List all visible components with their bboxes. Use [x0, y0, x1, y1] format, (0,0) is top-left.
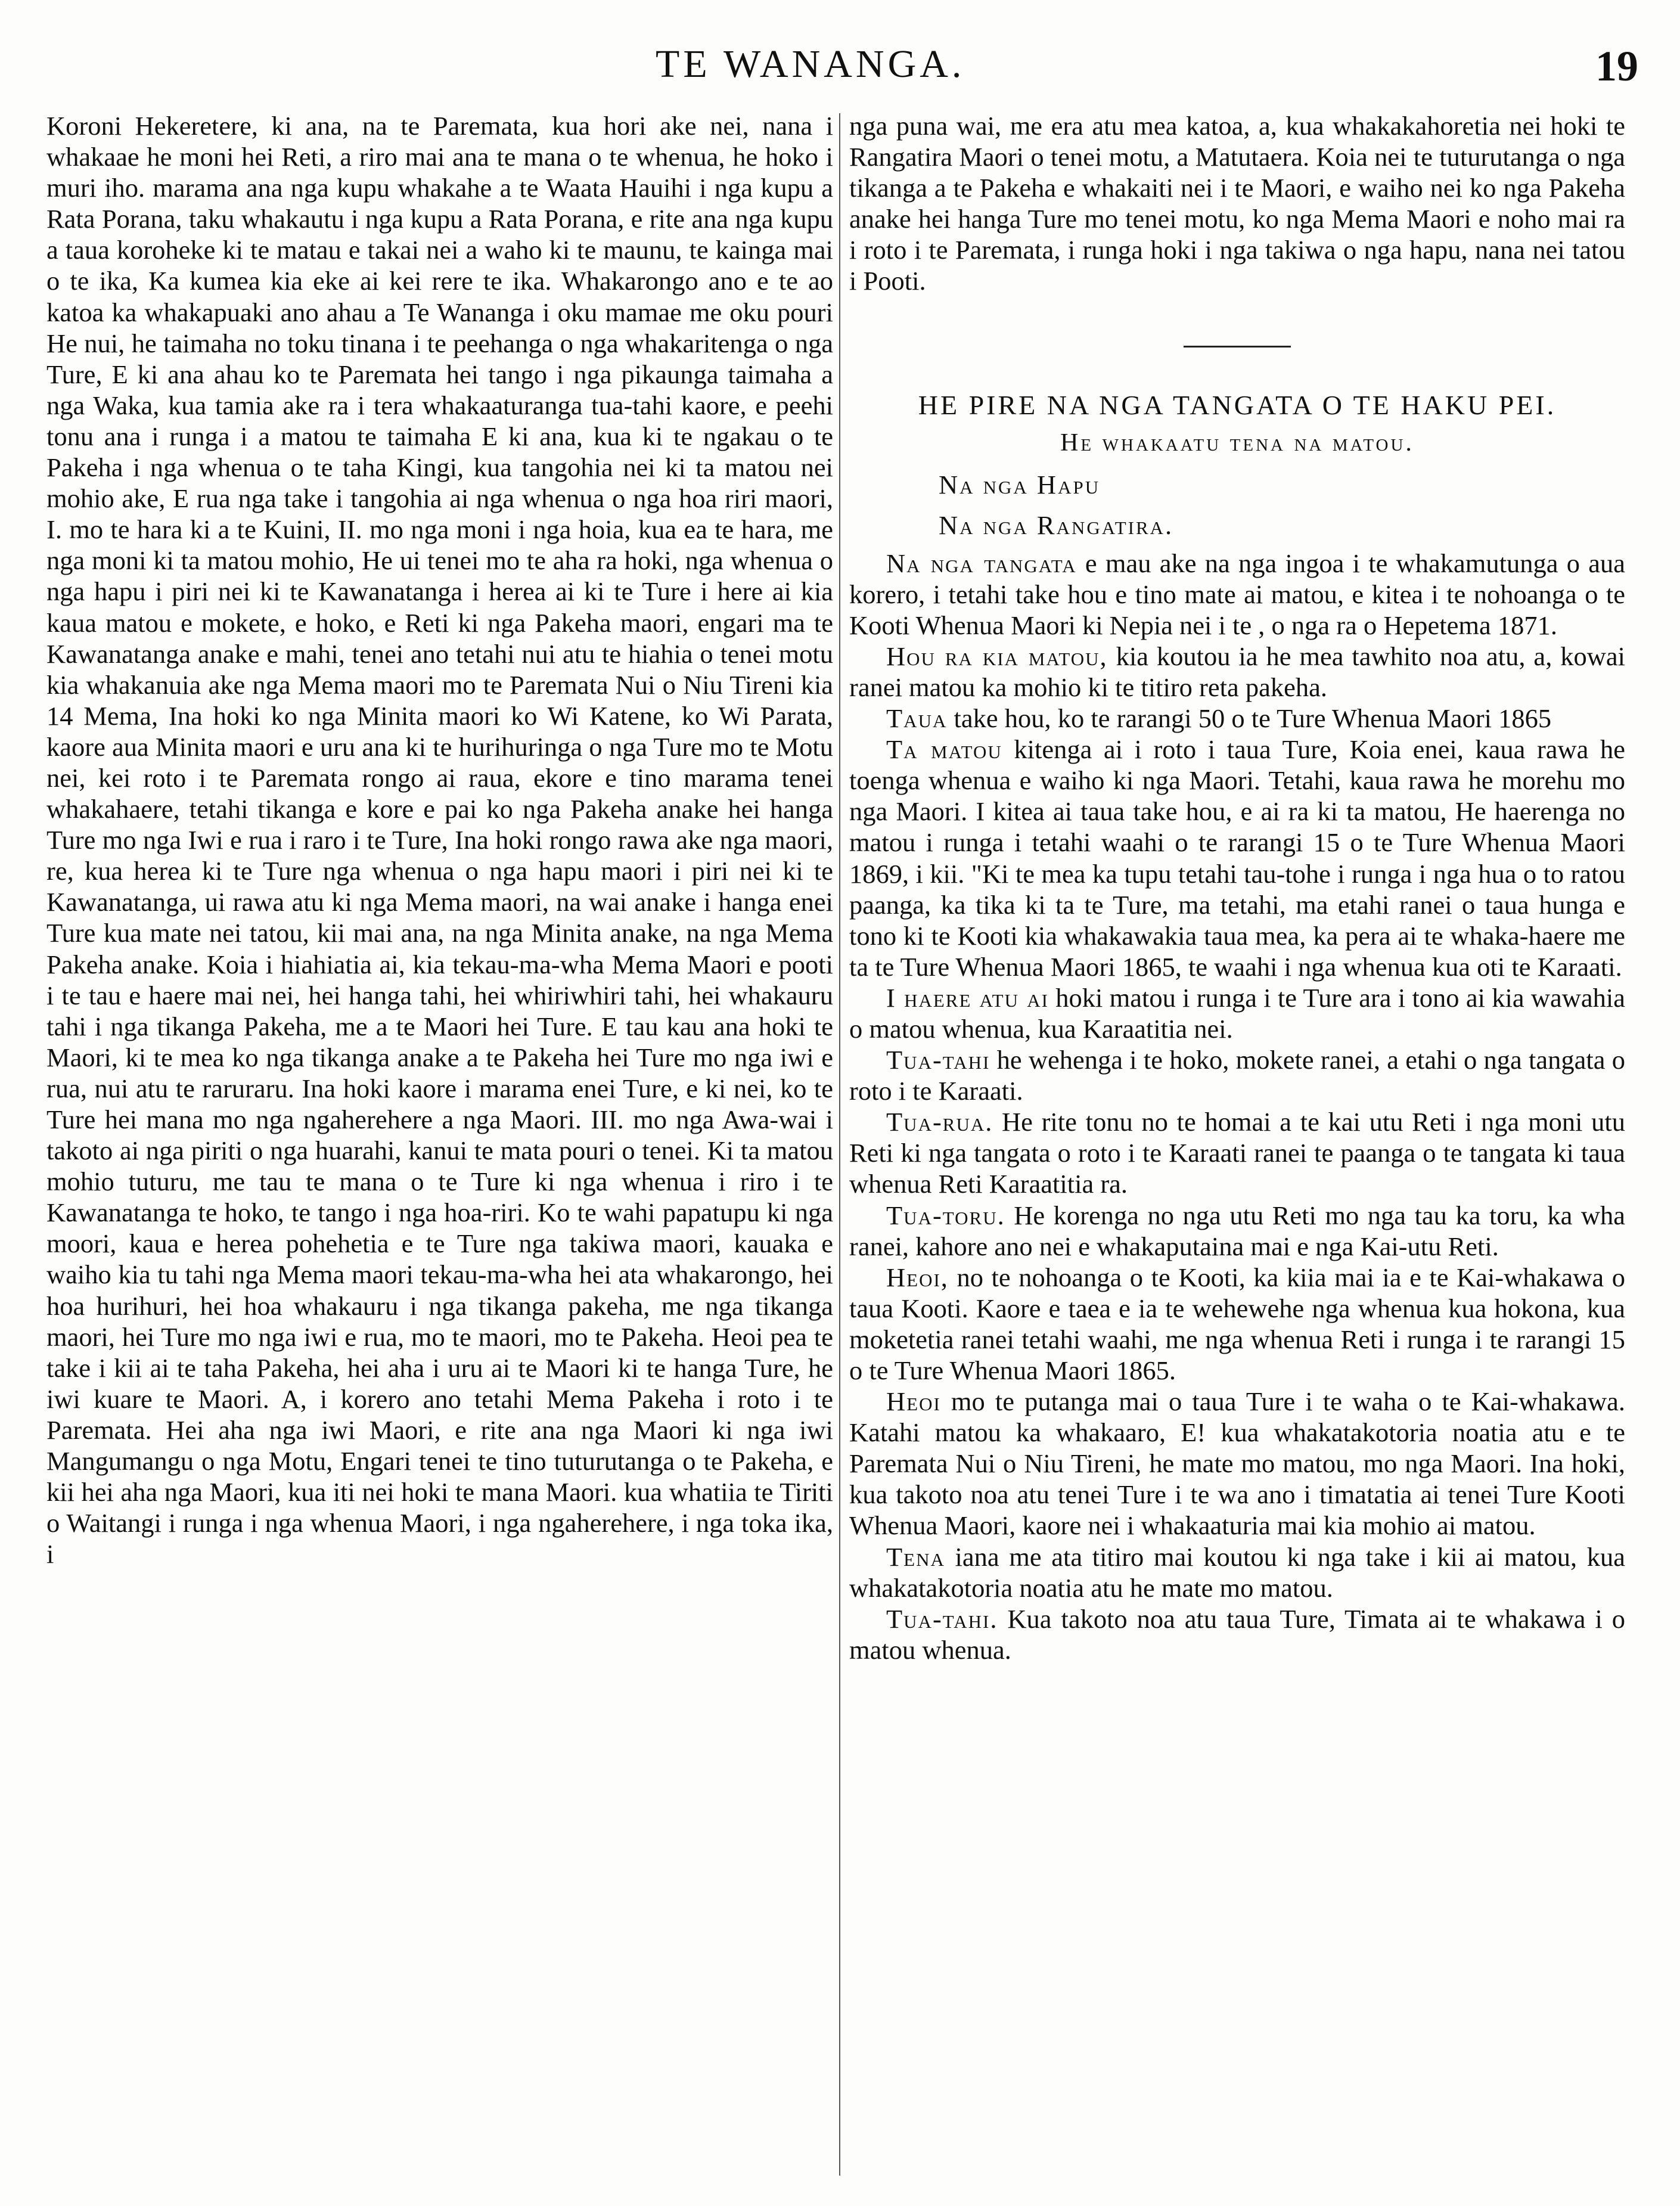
paragraph-body: Kua takoto noa atu taua Ture, Timata ai te whakawa i o matou whenua. [849, 1603, 1625, 1665]
paragraph-lead: Na nga tangata [886, 548, 1077, 578]
left-column-text: Koroni Hekeretere, ki ana, na te Paremata, kua hori ake nei, nana i whakaae he moni hei Reti, a riro mai ana te mana o te whenua, he hoko i muri iho. marama ana nga kupu whakahe a te Waata Hauihi i nga kupu a Rata Porana, taku whakautu i nga kupu a Rata Porana, e rite ana nga kupu a taua koroheke ki te matau e takai nei a waho ki te maunu, te kainga mai o te ika, Ka kumea kia eke ai kei rere te ika. Whakarongo ano e te ao katoa ka whakapuaki ano ahau a Te Wananga i oku mamae me oku pouri He nui, he taimaha no toku tinana i te peehanga o nga whakaritenga o nga Ture, E ki ana ahau ko te Paremata hei tango i nga pikaunga taimaha a nga Waka, kua tamia ake ra i tera whakaaturanga tua-tahi kaore, e peehi tonu ana i runga i a matou te taimaha E ki ana, kua ki te ngakau o te Pakeha i nga whenua o te taha Kingi, kua tangohia nei ki ta matou nei mohio ake, E rua nga take i tangohia ai nga whenua o nga hoa riri maori, I. mo te hara ki a te Kuini, II. mo nga moni i nga hoia, kua ea te hara, me nga moni ki ta matou mohio, He ui tenei mo te aha ra hoki, nga whenua o nga hapu i piri nei ki te Kawanatanga i herea ai ki te Ture i here ai kia kaua matou e mokete, e hoko, e Reti ki nga Pakeha maori, engari ma te Kawanatanga anake e mahi, tenei ano tetahi nui atu te hiahia o tenei motu kia whakanuia ake nga Mema maori mo te Paremata Nui o Niu Tireni kia 14 Mema, Ina hoki ko nga Minita maori ko Wi Katene, ko Wi Parata, kaore aua Minita maori e uru ana ki te hurihuringa o nga Ture mo te Motu nei, kei roto i te Paremata rongo ai raua, ekore e tino marama tenei whakahaere, tetahi tikanga e kore e pai ko nga Pakeha anake hei hanga Ture mo nga Iwi e rua i raro i te Ture, Ina hoki rongo rawa ake nga maori, re, kua herea ki te Ture nga whenua o nga hapu maori i piri nei ki te Kawanatanga, ui rawa atu ki nga Mema maori, na wai anake i hanga enei Ture kua mate nei tatou, kii mai ana, na nga Minita anake, na nga Mema Pakeha anake. Koia i hiahiatia ai, kia tekau-ma-wha Mema Maori e pooti i te tau e haere mai nei, hei hanga tahi, hei whiriwhiri tahi, hei whakauru tahi i nga tikanga Pakeha, me a te Maori hei Ture. E tau kau ana hoki te Maori, ki te mea ko nga tikanga anake a te Pakeha hei Ture mo nga iwi e rua, nui atu te raruraru. Ina hoki kaore i marama enei Ture, e ki nei, ko te Ture hei mana mo nga ngaherehere a nga Maori. III. mo nga Awa-wai i takoto ai nga piriti o nga huarahi, kanui te mata pouri o tenei. Ki ta matou mohio tuturu, me tau te mana o te Ture ki nga whenua i riro i te Kawanatanga te hoko, te tango i nga hoa-riri. Ko te wahi papatupu ki nga moori, kaua e herea pohehetia e te Ture nga takiwa maori, kauaka e waiho kia tu tahi nga Mema maori tekau-ma-wha hei ata whakarongo, hei hoa hurihuri, hei hoa whakauru i nga tikanga pakeha, me nga tikanga maori, hei Ture mo nga iwi e rua, mo te maori, mo te Pakeha. Heoi pea te take i kii ai te taha Pakeha, hei aha i uru ai te Maori ki te hanga Ture, he iwi kuare te Maori. A, i korero ano tetahi Mema Pakeha i roto i te Paremata. Hei aha nga iwi Maori, e rite ana nga Maori ki nga iwi Mangumangu o nga Motu, Engari tenei te tino tuturutanga o te Pakeha, e kii hei aha nga Maori, kua iti nei hoki te mana Maori. kua whatiia te Tiriti o Waitangi i runga i nga whenua Maori, i nga ngaherehere, i nga toka ika, i [46, 111, 833, 1569]
article-paragraph [849, 641, 1625, 703]
paragraph-lead: Heoi [886, 1386, 941, 1417]
article-heading: HE PIRE NA NGA TANGATA O TE HAKU PEI. [918, 389, 1557, 420]
paragraph-lead: Tua-tahi [886, 1045, 990, 1075]
salutation-rangatira: Na nga Rangatira. [939, 510, 1174, 540]
page-number: 19 [1595, 42, 1638, 90]
paragraph-lead: Tua-rua. [886, 1107, 993, 1137]
right-column [849, 110, 1625, 2179]
newspaper-title: TE WANANGA. [656, 42, 965, 86]
paragraph-body: He korenga no nga utu Reti mo nga tau ka toru, ka wha ranei, kahore ano nei e whakaputaina mai e nga Kai-utu Reti. [849, 1200, 1625, 1261]
paragraph-body: kitenga ai i roto i taua Ture, Koia enei, kaua rawa he toenga whenua e waiho ki nga Maori. Tetahi, kaua rawa he morehu mo nga Maori. I kitea ai taua take hou, e ai ra ki ta matou, He haerenga no matou i runga i tetahi waahi o te rarangi 15 o te Ture Whenua Maori 1869, i kii. "Ki te mea ka tupu tetahi tau-tohe i runga i nga hua o to ratou paanga, ka tika ki ta te Ture, ma tetahi, ma etahi ranei o taua hunga e tono ki te Kooti kia whakawakia taua mea, ka pera ai te whaka-haere me ta te Ture Whenua Maori 1865, te waahi i nga whenua kua oti te Karaati. [849, 734, 1625, 982]
paragraph-lead: Heoi, [886, 1262, 949, 1292]
article-paragraph [849, 1106, 1625, 1199]
paragraph-body: hoki matou i runga i te Ture ara i tono ai kia wawahia o matou whenua, kua Karaatitia nei. [849, 982, 1625, 1044]
paragraph-body: no te nohoanga o te Kooti, ka kiia mai ia e te Kai-whakawa o taua Kooti. Kaore e taea e ia te wehewehe nga whenua kua hokona, kua moketetia ranei tetahi waahi, me nga whenua Reti i runga i te rarangi 15 o te Ture Whenua Maori 1865. [849, 1262, 1625, 1385]
paragraph-lead: Taua [886, 703, 948, 734]
paragraph-lead: Tena [886, 1541, 945, 1572]
continuation-text: nga puna wai, me era atu mea katoa, a, kua whakakahoretia nei hoki te Rangatira Maori o tenei motu, a Matutaera. Koia nei te tuturutanga o nga tikanga a te Pakeha e whakaiti nei i te Maori, e waiho nei ko nga Pakeha anake hei hanga Ture mo tenei motu, ko nga Mema Maori e noho mai ra i roto i te Paremata, i runga hoki i nga takiwa o nga hapu, nana nei tatou i Pooti. [849, 111, 1625, 296]
article-paragraph [849, 734, 1625, 982]
running-head [0, 42, 1680, 89]
section-rule [1184, 346, 1291, 348]
column-divider [839, 113, 840, 2176]
paragraph-lead: Hou ra kia matou, [886, 641, 1108, 671]
article-subheading: He whakaatu tena na matou. [1060, 429, 1414, 457]
article-paragraph [849, 1541, 1625, 1603]
paragraph-body: e mau ake na nga ingoa i te whakamutunga o aua korero, i tetahi take hou e tino mate ai matou, e kitea i te nohoanga o te Kooti Whenua Maori ki Nepia nei i te , o nga ra o Hepetema 1871. [849, 548, 1625, 640]
paragraph-lead: Tua-toru. [886, 1200, 1005, 1230]
article-paragraph [849, 1262, 1625, 1386]
paragraph-lead: Tua-tahi. [886, 1603, 998, 1634]
article-paragraph [849, 982, 1625, 1044]
article-paragraph [849, 1044, 1625, 1106]
paragraph-body: kia koutou ia he mea tawhito noa atu, a, kowai ranei matou ka mohio ki te titiro reta pakeha. [849, 641, 1625, 702]
paragraph-body: he wehenga i te hoko, mokete ranei, a etahi o nga tangata o roto i te Karaati. [849, 1045, 1625, 1106]
article-paragraph [849, 1603, 1625, 1665]
article-paragraph [849, 548, 1625, 641]
article-paragraph [849, 703, 1625, 734]
paragraph-lead: Ta matou [886, 734, 1002, 765]
paragraph-body: He rite tonu no te homai a te kai utu Reti i nga moni utu Reti ki nga tangata o roto i te Karaati ranei te paanga o te tangata ki taua whenua Reti Karaatitia ra. [849, 1107, 1625, 1199]
paragraph-lead: I haere atu ai [886, 982, 1049, 1013]
paragraph-body: iana me ata titiro mai koutou ki nga take i kii ai matou, kua whakatakotoria noatia atu he mate mo matou. [849, 1541, 1625, 1603]
article-paragraph [849, 1386, 1625, 1541]
salutation-hapu: Na nga Hapu [939, 469, 1101, 499]
paragraph-body: mo te putanga mai o taua Ture i te waha o te Kai-whakawa. Katahi matou ka whakaaro, E! kua whakatakotoria noatia atu e te Paremata Nui o Niu Tireni, he mate mo matou, mo nga Maori. Ina hoki, kua takoto noa atu tenei Ture i te wa ano i timatatia ai tenei Ture Kooti Whenua Maori, kaore nei i whakaaturia mai kia mohio ai matou. [849, 1386, 1625, 1541]
left-column [46, 110, 833, 2179]
article-paragraph [849, 1200, 1625, 1262]
paragraph-body: take hou, ko te rarangi 50 o te Ture Whenua Maori 1865 [947, 703, 1552, 734]
